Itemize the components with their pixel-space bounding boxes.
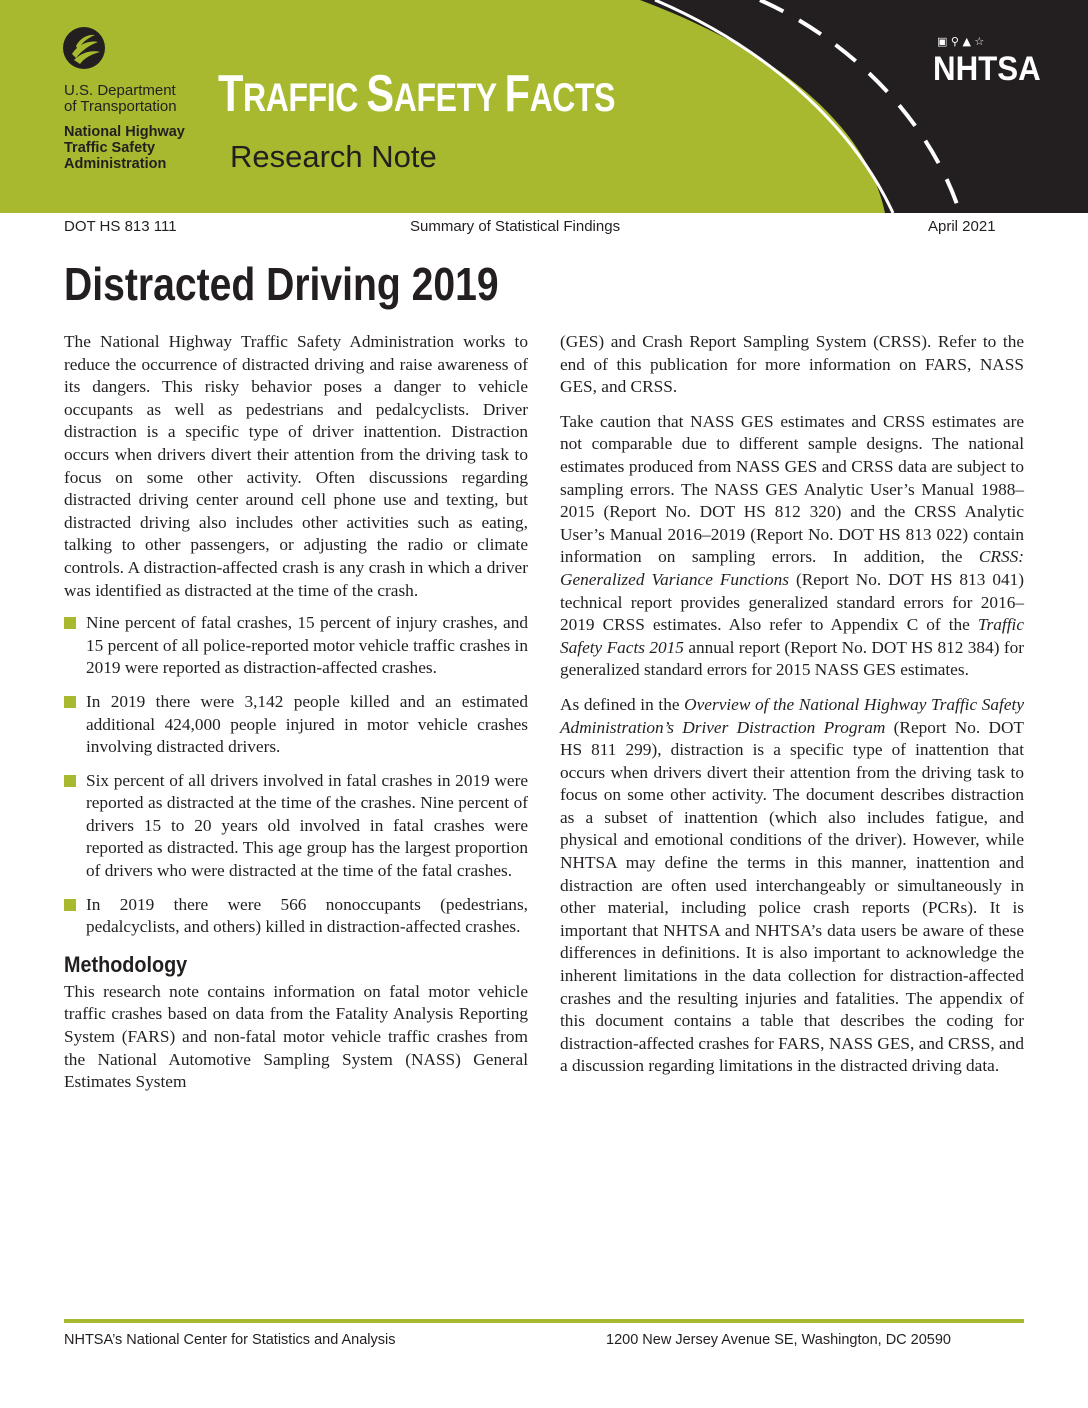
- footer-center-name: NHTSA’s National Center for Statistics and Analysis: [64, 1332, 396, 1348]
- list-item: In 2019 there were 566 nonoccupants (pedestrians, pedalcyclists, and others) killed in distraction-affected crashes.: [64, 894, 528, 939]
- bullet-square-icon: [64, 899, 76, 911]
- footer-address: 1200 New Jersey Avenue SE, Washington, DC 20590: [606, 1332, 951, 1348]
- list-item: Nine percent of fatal crashes, 15 percent of injury crashes, and 15 percent of all police-reported motor vehicle traffic crashes in 2019 were reported as distraction-affected crashes.: [64, 612, 528, 680]
- document-title: Distracted Driving 2019: [64, 258, 499, 310]
- report-date: April 2021: [928, 218, 996, 235]
- department-name: U.S. Department of Transportation: [64, 82, 177, 115]
- methodology-paragraph: This research note contains information on fatal motor vehicle traffic crashes based on data from the Fatality Analysis Reporting System (FARS) and non-fatal motor vehicle traffic crashes from the National Automotive Sampling System (NASS) General Estimates System: [64, 981, 528, 1092]
- masthead: [0, 0, 1088, 213]
- paragraph: As defined in the Overview of the National Highway Traffic Safety Administration’s Driver Distraction Program (Report No. DOT HS 811 299), distraction is a specific type of inattention that occurs when drivers divert their attention from the driving task to focus on some other activity. The document describes distraction as a subset of inattention (which also includes fatigue, and physical and emotional conditions of the driver). However, while NHTSA may define the terms in this manner, inattention and distraction are often used interchangeably or simultaneously in other material, including police crash reports (PCRs). It is important that NHTSA and NHTSA’s data users be aware of these differences in definitions. It is also important to acknowledge the inherent limitations in the data collection for distraction-affected crashes and the resulting injuries and fatalities. The appendix of this document contains a table that describes the coding for distraction-affected crashes for FARS, NASS GES, and CRSS, and a discussion regarding limitations in the distracted driving data.: [560, 694, 1025, 1076]
- agency-name: National Highway Traffic Safety Administration: [64, 124, 185, 172]
- key-findings-list: [64, 612, 528, 939]
- paragraph: (GES) and Crash Report Sampling System (CRSS). Refer to the end of this publication for more information on FARS, NASS GES, and CRSS.: [560, 332, 1024, 397]
- left-column: [64, 331, 528, 1094]
- nhtsa-logo: NHTSA: [933, 50, 1041, 88]
- paragraph: Take caution that NASS GES estimates and CRSS estimates are not comparable due to different sample designs. The national estimates produced from NASS GES and CRSS data are subject to sampling errors. The NASS GES Analytic User’s Manual 1988–2015 (Report No. DOT HS 812 320) and the CRSS Analytic User’s Manual 2016–2019 (Report No. DOT HS 813 022) contain information on sampling errors. In addition, the CRSS: Generalized Variance Functions (Report No. DOT HS 813 041) technical report provides generalized standard errors for 2016–2019 CRSS estimates. Also refer to Appendix C of the Traffic Safety Facts 2015 annual report (Report No. DOT HS 812 384) for generalized standard errors for 2015 NASS GES estimates.: [560, 411, 1025, 680]
- nhtsa-logo-icons: ▣ ⚲ ▲ ☆: [937, 35, 985, 48]
- list-item: In 2019 there were 3,142 people killed and an estimated additional 424,000 people injured in motor vehicle crashes involving distracted drivers.: [64, 691, 528, 759]
- right-column: [560, 331, 1024, 1078]
- footer-divider: [64, 1319, 1024, 1323]
- bullet-square-icon: [64, 775, 76, 787]
- intro-paragraph: The National Highway Traffic Safety Administration works to reduce the occurrence of distracted driving and raise awareness of its dangers. This risky behavior poses a danger to vehicle occupants as well as pedestrians and pedalcyclists. Driver distraction is a specific type of driver inattention. Distraction occurs when drivers divert their attention from the driving task to focus on some other activity. Often discussions regarding distracted driving center around cell phone use and texting, but distracted driving also includes other activities such as eating, talking to other passengers, or adjusting the radio or climate controls. A distraction-affected crash is any crash in which a driver was identified as distracted at the time of the crash.: [64, 332, 528, 600]
- series-title: TRAFFIC SAFETY FACTS: [218, 65, 616, 123]
- report-number: DOT HS 813 111: [64, 218, 177, 235]
- series-subtitle: Research Note: [230, 139, 437, 174]
- list-item: Six percent of all drivers involved in fatal crashes in 2019 were reported as distracted at the time of the crashes. Nine percent of drivers 15 to 20 years old involved in fatal crashes were reported as distracted. This age group has the largest proportion of drivers who were distracted at the time of the fatal crashes.: [64, 770, 528, 883]
- dot-logo-icon: [62, 26, 106, 70]
- bullet-square-icon: [64, 617, 76, 629]
- summary-label: Summary of Statistical Findings: [410, 218, 621, 235]
- methodology-heading: Methodology: [64, 951, 188, 977]
- bullet-square-icon: [64, 696, 76, 708]
